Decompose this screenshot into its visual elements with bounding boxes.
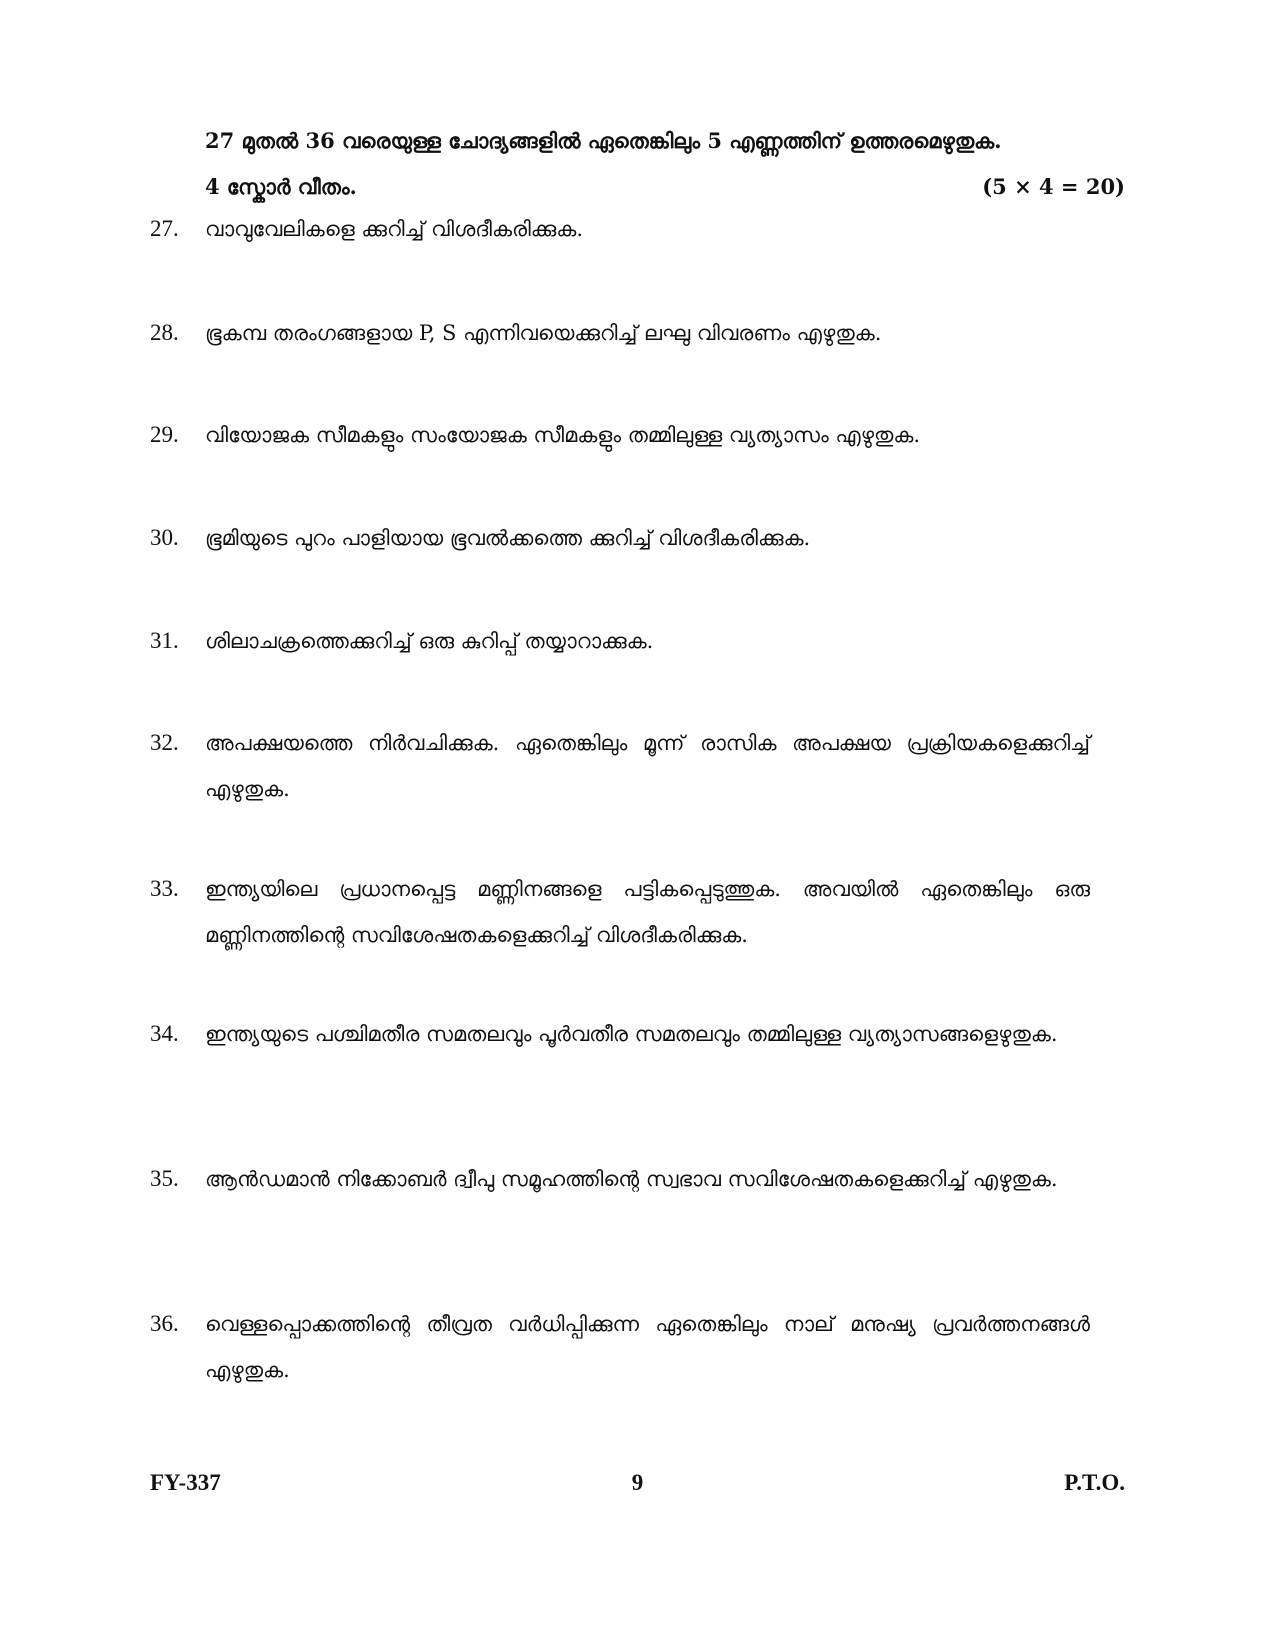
question-30 bbox=[150, 515, 1090, 561]
paper-code: FY-337 bbox=[150, 1470, 221, 1495]
question-text: അപക്ഷയത്തെ നിർവചിക്കുക. ഏതെങ്കിലും മൂന്ന് രാസിക അപക്ഷയ പ്രക്രിയകളെക്കുറിച്ച് എഴുതുക. bbox=[205, 731, 1090, 801]
question-text: ഭൂകമ്പ തരംഗങ്ങളായ P, S എന്നിവയെക്കുറിച്ച് ലഘു വിവരണം എഴുതുക. bbox=[205, 321, 882, 345]
please-turn-over: P.T.O. bbox=[1064, 1470, 1125, 1495]
question-text: ഇന്ത്യയിലെ പ്രധാനപ്പെട്ട മണ്ണിനങ്ങളെ പട്ടികപ്പെടുത്തുക. അവയിൽ ഏതെങ്കിലും ഒരു മണ്ണിനത്തിന്റെ സവിശേഷതകളെക്കുറിച്ച് വിശദീകരിക്കുക. bbox=[205, 877, 1090, 947]
question-text: ആൻഡമാൻ നിക്കോബർ ദ്വീപു സമൂഹത്തിന്റെ സ്വഭാവ സവിശേഷതകളെക്കുറിച്ച് എഴുതുക. bbox=[205, 1167, 1058, 1191]
question-number: 30. bbox=[150, 525, 179, 550]
question-35 bbox=[150, 1156, 1090, 1202]
question-36 bbox=[150, 1301, 1090, 1393]
question-number: 35. bbox=[150, 1166, 179, 1191]
question-number: 32. bbox=[150, 730, 179, 755]
question-text: വാവുവേലികളെ ക്കുറിച്ച് വിശദീകരിക്കുക. bbox=[205, 217, 584, 241]
score-per-question: 4 സ്കോർ വീതം. bbox=[205, 174, 357, 199]
question-text: ശിലാചക്രത്തെക്കുറിച്ച് ഒരു കുറിപ്പ് തയ്യാറാക്കുക. bbox=[205, 629, 654, 653]
question-27 bbox=[150, 206, 1090, 252]
instruction-score-line bbox=[205, 164, 1125, 210]
page-footer bbox=[150, 1470, 1125, 1496]
question-number: 33. bbox=[150, 876, 179, 901]
question-text: വെള്ളപ്പൊക്കത്തിന്റെ തീവ്രത വർധിപ്പിക്കുന്ന ഏതെങ്കിലും നാല് മനുഷ്യ പ്രവർത്തനങ്ങൾ എഴുതുക. bbox=[205, 1312, 1090, 1382]
question-28 bbox=[150, 310, 1090, 356]
question-text: ഭൂമിയുടെ പുറം പാളിയായ ഭൂവൽക്കത്തെ ക്കുറിച്ച് വിശദീകരിക്കുക. bbox=[205, 526, 811, 550]
question-number: 29. bbox=[150, 422, 179, 447]
question-text: ഇന്ത്യയുടെ പശ്ചിമതീര സമതലവും പൂർവതീര സമതലവും തമ്മിലുള്ള വ്യത്യാസങ്ങളെഴുതുക. bbox=[205, 1022, 1058, 1046]
question-text: വിയോജക സീമകളും സംയോജക സീമകളും തമ്മിലുള്ള വ്യത്യാസം എഴുതുക. bbox=[205, 423, 921, 447]
question-29 bbox=[150, 412, 1090, 458]
question-number: 28. bbox=[150, 320, 179, 345]
question-number: 34. bbox=[150, 1021, 179, 1046]
page-number: 9 bbox=[631, 1470, 644, 1495]
question-31 bbox=[150, 618, 1090, 664]
question-number: 36. bbox=[150, 1311, 179, 1336]
total-score: (5 × 4 = 20) bbox=[982, 174, 1125, 199]
question-32 bbox=[150, 720, 1090, 812]
question-33 bbox=[150, 866, 1090, 958]
instruction-line: 27 മുതൽ 36 വരെയുള്ള ചോദ്യങ്ങളിൽ ഏതെങ്കിലും 5 എണ്ണത്തിന് ഉത്തരമെഴുതുക. bbox=[205, 128, 1002, 153]
question-34 bbox=[150, 1011, 1090, 1057]
question-number: 31. bbox=[150, 628, 179, 653]
question-number: 27. bbox=[150, 216, 179, 241]
section-instructions bbox=[205, 118, 1125, 210]
